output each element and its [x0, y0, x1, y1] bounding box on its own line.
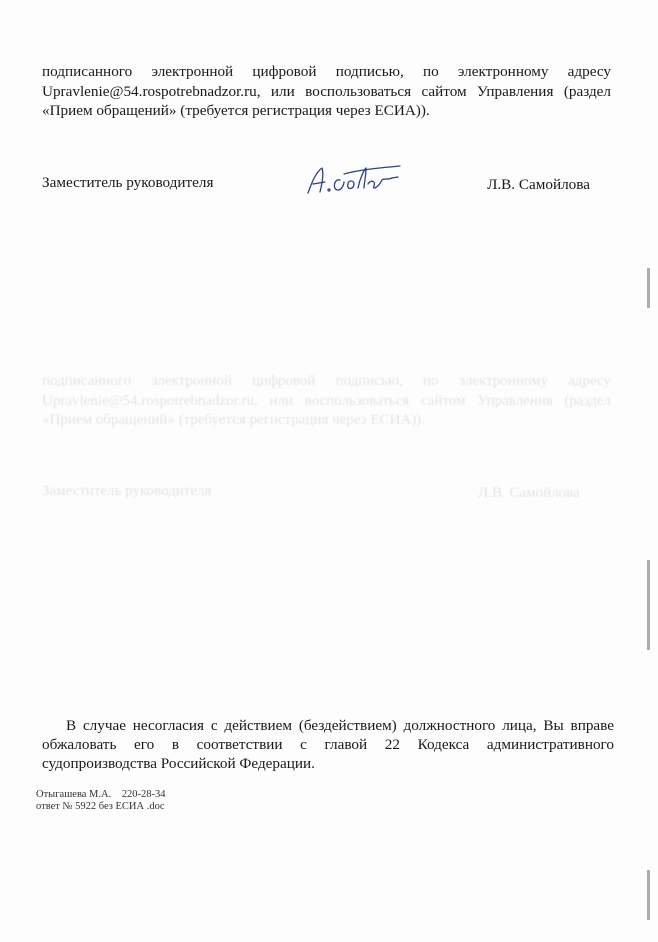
bleed-through-name: Л.В. Самойлова — [478, 485, 580, 501]
bleed-through-paragraph: подписанного электронной цифровой подписью, по электронному адресу Upravlenie@54.rospotrebnadzor.ru, или воспользоваться сайтом Управления (раздел «Прием обращений» (требуется регистрация через ЕСИА)). — [42, 373, 611, 428]
paragraph-contact-info: подписанного электронной цифровой подписью, по электронному адресу Upravlenie@54.rospotrebnadzor.ru, или воспользоваться сайтом Управления (раздел «Прием обращений» (требуется регистрация через ЕСИА)). — [42, 63, 611, 119]
footer-executor-line: Отыгашева М.А. 220-28-34 — [36, 789, 166, 800]
scan-edge-mark — [647, 870, 650, 920]
paragraph-appeal-notice: В случае несогласия с действием (бездействием) должностного лица, Вы вправе обжаловать его в соответствии с главой 22 Кодекса административного судопроизводства Российской Федерации. — [42, 717, 614, 772]
footer-file-line: ответ № 5922 без ЕСИА .doc — [36, 801, 165, 812]
document-footer — [36, 789, 165, 813]
bleed-through-title: Заместитель руководителя — [42, 483, 212, 499]
signatory-name: Л.В. Самойлова — [487, 176, 590, 193]
scan-edge-mark — [647, 560, 650, 650]
handwritten-signature — [300, 160, 410, 200]
signatory-title: Заместитель руководителя — [42, 174, 214, 191]
scan-edge-mark — [647, 268, 650, 308]
signature-block — [42, 172, 590, 212]
